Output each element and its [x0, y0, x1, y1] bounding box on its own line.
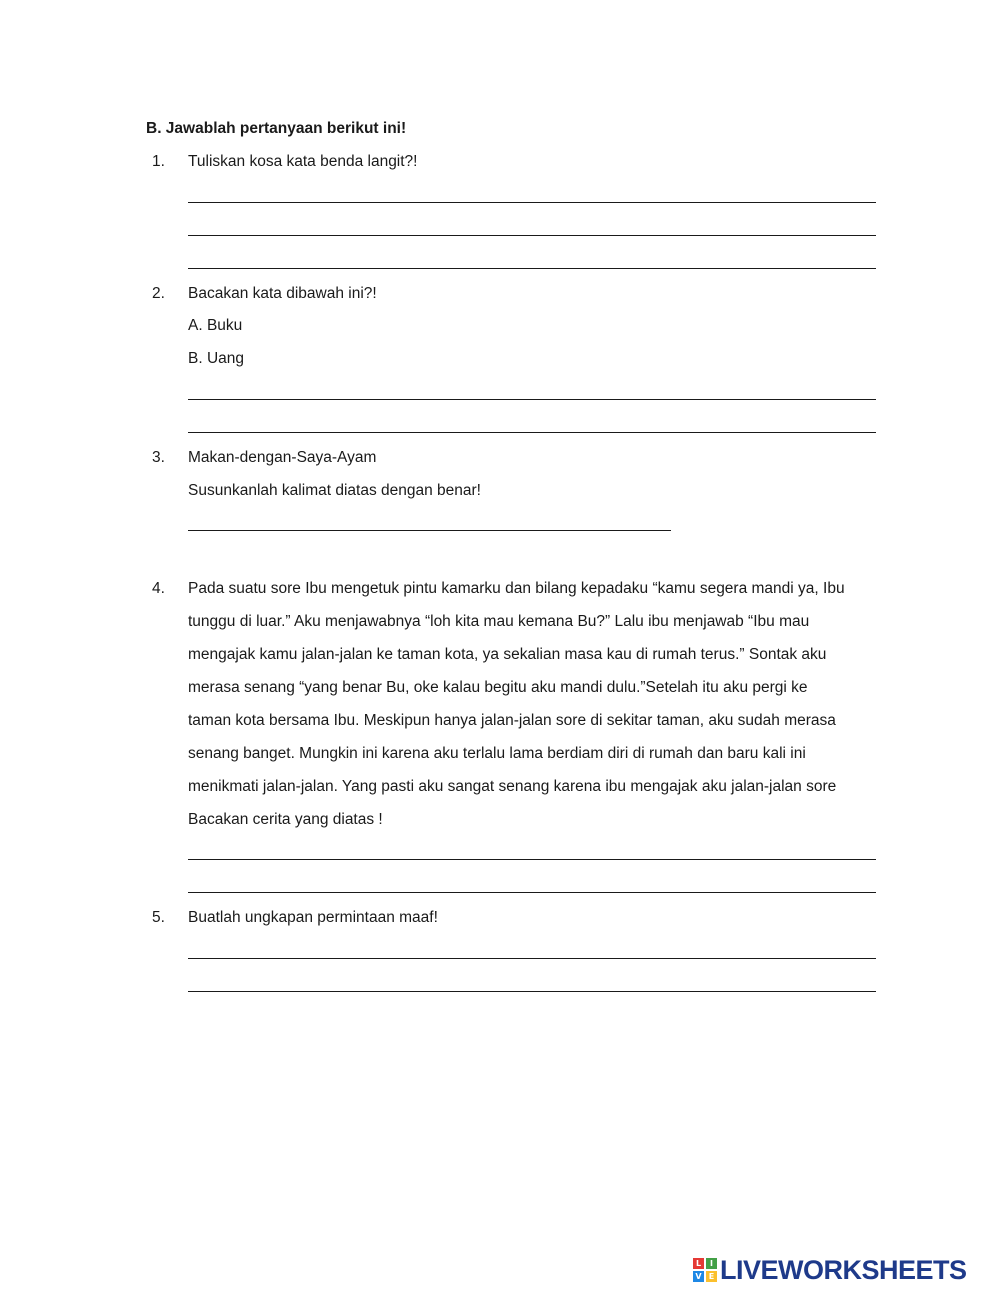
question-2-option-a: A. Buku — [188, 317, 243, 334]
answer-line-1a[interactable] — [188, 202, 876, 204]
story-line: merasa senang “yang benar Bu, oke kalau begitu aku mandi dulu.”Setelah itu aku pergi ke — [188, 679, 808, 696]
answer-line-4b[interactable] — [188, 892, 876, 894]
question-3-instruction: Susunkanlah kalimat diatas dengan benar! — [188, 482, 481, 499]
question-2-text: Bacakan kata dibawah ini?! — [188, 285, 377, 302]
question-3-number: 3. — [152, 449, 165, 466]
logo-mark-square: V — [693, 1271, 704, 1282]
question-5-number: 5. — [152, 909, 165, 926]
story-line: mengajak kamu jalan-jalan ke taman kota, ya sekalian masa kau di rumah terus.” Sontak aku — [188, 646, 827, 663]
logo-mark-square: E — [706, 1271, 717, 1282]
story-line: senang banget. Mungkin ini karena aku terlalu lama berdiam diri di rumah dan baru kali ini — [188, 745, 806, 762]
answer-line-5a[interactable] — [188, 958, 876, 960]
story-line: taman kota bersama Ibu. Meskipun hanya jalan-jalan sore di sekitar taman, aku sudah merasa — [188, 712, 836, 729]
story-line: Pada suatu sore Ibu mengetuk pintu kamarku dan bilang kepadaku “kamu segera mandi ya, Ibu — [188, 580, 845, 597]
question-5-text: Buatlah ungkapan permintaan maaf! — [188, 909, 438, 926]
question-4-instruction: Bacakan cerita yang diatas ! — [188, 811, 383, 828]
answer-line-5b[interactable] — [188, 991, 876, 993]
answer-line-2a[interactable] — [188, 399, 876, 401]
story-line: tunggu di luar.” Aku menjawabnya “loh kita mau kemana Bu?” Lalu ibu menjawab “Ibu mau — [188, 613, 810, 630]
question-4-number: 4. — [152, 580, 165, 597]
question-1-number: 1. — [152, 153, 165, 170]
section-title: B. Jawablah pertanyaan berikut ini! — [146, 120, 407, 137]
answer-line-2b[interactable] — [188, 432, 876, 434]
logo-mark-icon — [693, 1258, 717, 1282]
question-2-number: 2. — [152, 285, 165, 302]
logo-mark-square: L — [693, 1258, 704, 1269]
question-1-text: Tuliskan kosa kata benda langit?! — [188, 153, 418, 170]
answer-line-1b[interactable] — [188, 235, 876, 237]
question-2-option-b: B. Uang — [188, 350, 245, 367]
story-line: menikmati jalan-jalan. Yang pasti aku sangat senang karena ibu mengajak aku jalan-jalan sore — [188, 778, 837, 795]
logo-text: LIVEWORKSHEETS — [720, 1254, 967, 1285]
answer-line-3[interactable] — [188, 530, 671, 532]
logo-mark-square: I — [706, 1258, 717, 1269]
liveworksheets-logo — [693, 1256, 967, 1284]
answer-line-4a[interactable] — [188, 859, 876, 861]
question-3-text: Makan-dengan-Saya-Ayam — [188, 449, 377, 466]
answer-line-1c[interactable] — [188, 268, 876, 270]
